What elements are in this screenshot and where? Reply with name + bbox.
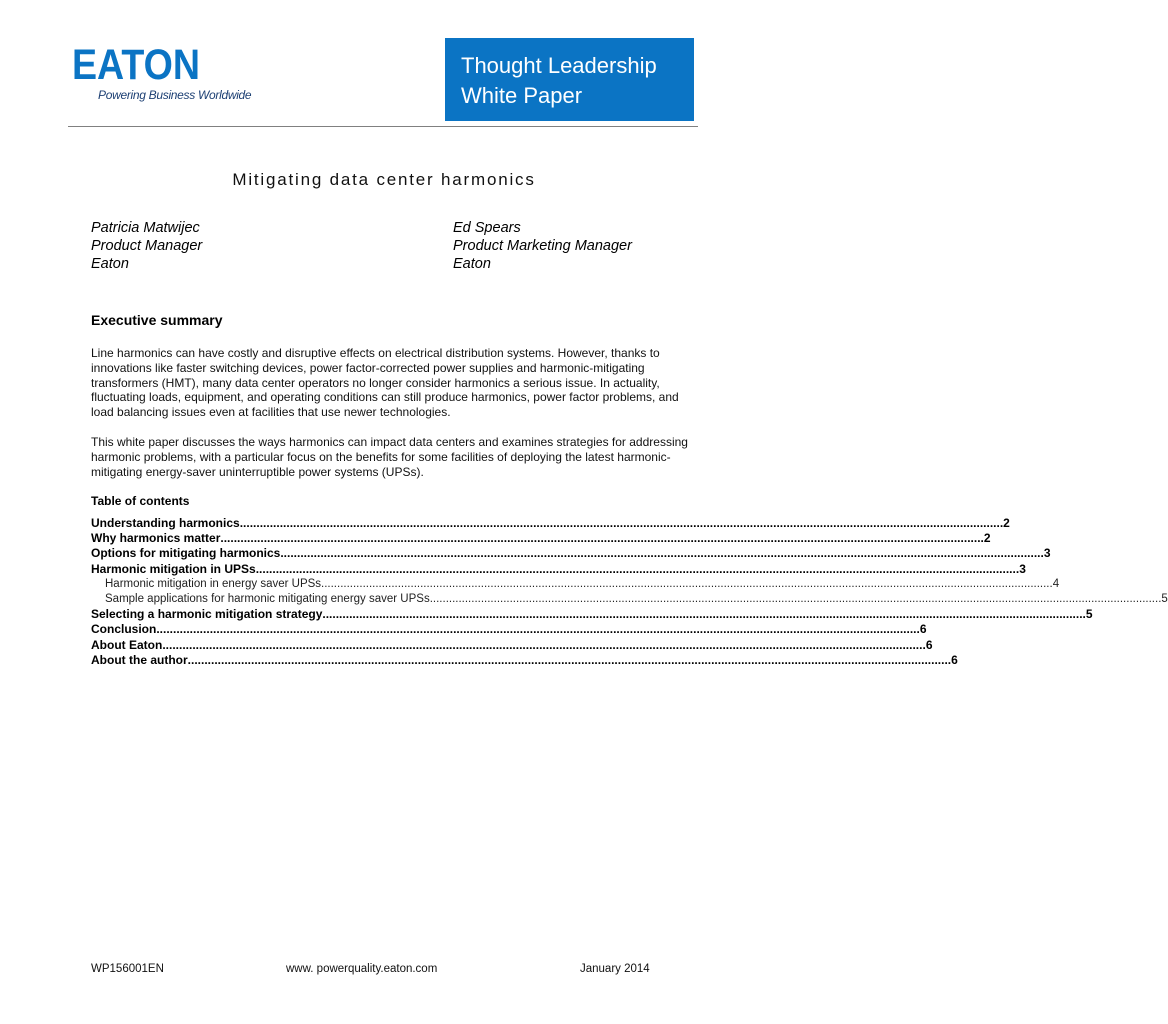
logo-text: EATON <box>72 41 200 89</box>
toc-entry[interactable] <box>91 561 1026 577</box>
toc-leader <box>220 531 983 546</box>
toc-leader <box>322 607 1085 622</box>
logo-tagline: Powering Business Worldwide <box>98 88 252 102</box>
toc-entry-text: About Eaton <box>91 637 163 652</box>
eaton-logo <box>72 41 252 108</box>
toc-entry-page: 3 <box>1043 546 1051 561</box>
toc-entry-page: 4 <box>1052 577 1060 590</box>
badge-line-1: Thought Leadership <box>461 53 657 78</box>
toc-entry-page: 6 <box>919 622 927 637</box>
executive-summary-heading: Executive summary <box>91 312 223 328</box>
eaton-logo-wordmark <box>72 41 202 89</box>
author-block-2 <box>453 219 632 273</box>
document-title: Mitigating data center harmonics <box>232 170 536 189</box>
toc-leader <box>256 562 1019 577</box>
author-block-1 <box>91 219 202 273</box>
table-of-contents <box>91 516 1168 668</box>
toc-entry[interactable] <box>91 516 1010 531</box>
toc-entry-page: 3 <box>1019 561 1026 576</box>
thought-leadership-badge <box>445 38 694 121</box>
toc-leader <box>430 592 1162 607</box>
toc-entry[interactable] <box>91 607 1093 622</box>
toc-entry-text: Understanding harmonics <box>91 516 240 530</box>
toc-entry[interactable] <box>91 531 991 546</box>
summary-paragraph-2: This white paper discusses the ways harmonics can impact data centers and examines strategies for addressing harmonic problems, with a particular focus on the benefits for some facilities of deploying the latest harmonic-mitigating energy-saver uninterruptible power systems (UPSs). <box>91 435 688 479</box>
toc-entry-page: 6 <box>925 637 933 652</box>
toc-subentry[interactable] <box>91 592 1168 607</box>
author-company: Eaton <box>91 256 129 272</box>
toc-entry-page: 6 <box>951 652 958 667</box>
toc-entry-text: About the author <box>91 652 188 667</box>
toc-entry-text: Sample applications for harmonic mitigating energy saver UPSs <box>105 592 430 605</box>
footer-doc-id: WP156001EN <box>91 963 164 975</box>
summary-paragraph-1: Line harmonics can have costly and disruptive effects on electrical distribution systems. However, thanks to innovations like faster switching devices, power factor-corrected power supplies and harmonic-mitigating transformers (HMT), many data center operators no longer consider harmonics a serious issue. In actuality, fluctuating loads, equipment, and operating conditions can still produce harmonics, power factor problems, and load balancing issues even at facilities that use newer technologies. <box>91 346 679 420</box>
toc-entry-text: Why harmonics matter <box>91 531 221 546</box>
toc-entry[interactable] <box>91 622 927 637</box>
toc-entry[interactable] <box>91 546 1051 561</box>
toc-entry-text: Harmonic mitigation in UPSs <box>91 561 256 576</box>
toc-entry-page: 5 <box>1085 607 1093 622</box>
toc-subentry[interactable] <box>91 577 1060 592</box>
toc-entry[interactable] <box>91 652 958 668</box>
author-name: Patricia Matwijec <box>91 220 200 236</box>
toc-leader <box>240 516 1003 531</box>
toc-entry-page: 2 <box>983 531 991 546</box>
toc-leader <box>162 638 925 653</box>
toc-leader <box>321 577 1053 592</box>
author-name: Ed Spears <box>453 220 521 236</box>
footer-date: January 2014 <box>580 963 650 975</box>
author-company: Eaton <box>453 256 491 272</box>
toc-entry[interactable] <box>91 637 933 653</box>
badge-line-2: White Paper <box>461 83 583 108</box>
footer-website[interactable]: www. powerquality.eaton.com <box>286 963 438 975</box>
toc-leader <box>280 546 1043 561</box>
toc-leader <box>156 622 919 637</box>
toc-entry-page: 5 <box>1161 592 1168 605</box>
toc-entry-text: Harmonic mitigation in energy saver UPSs <box>105 577 322 590</box>
toc-entry-text: Conclusion <box>91 622 157 637</box>
author-role: Product Marketing Manager <box>453 238 632 254</box>
toc-heading: Table of contents <box>91 494 190 508</box>
toc-entry-text: Options for mitigating harmonics <box>91 546 281 561</box>
header-divider <box>68 126 698 127</box>
toc-entry-page: 2 <box>1003 516 1010 530</box>
toc-leader <box>188 653 951 668</box>
toc-entry-text: Selecting a harmonic mitigation strategy <box>91 607 323 622</box>
author-role: Product Manager <box>91 238 203 254</box>
